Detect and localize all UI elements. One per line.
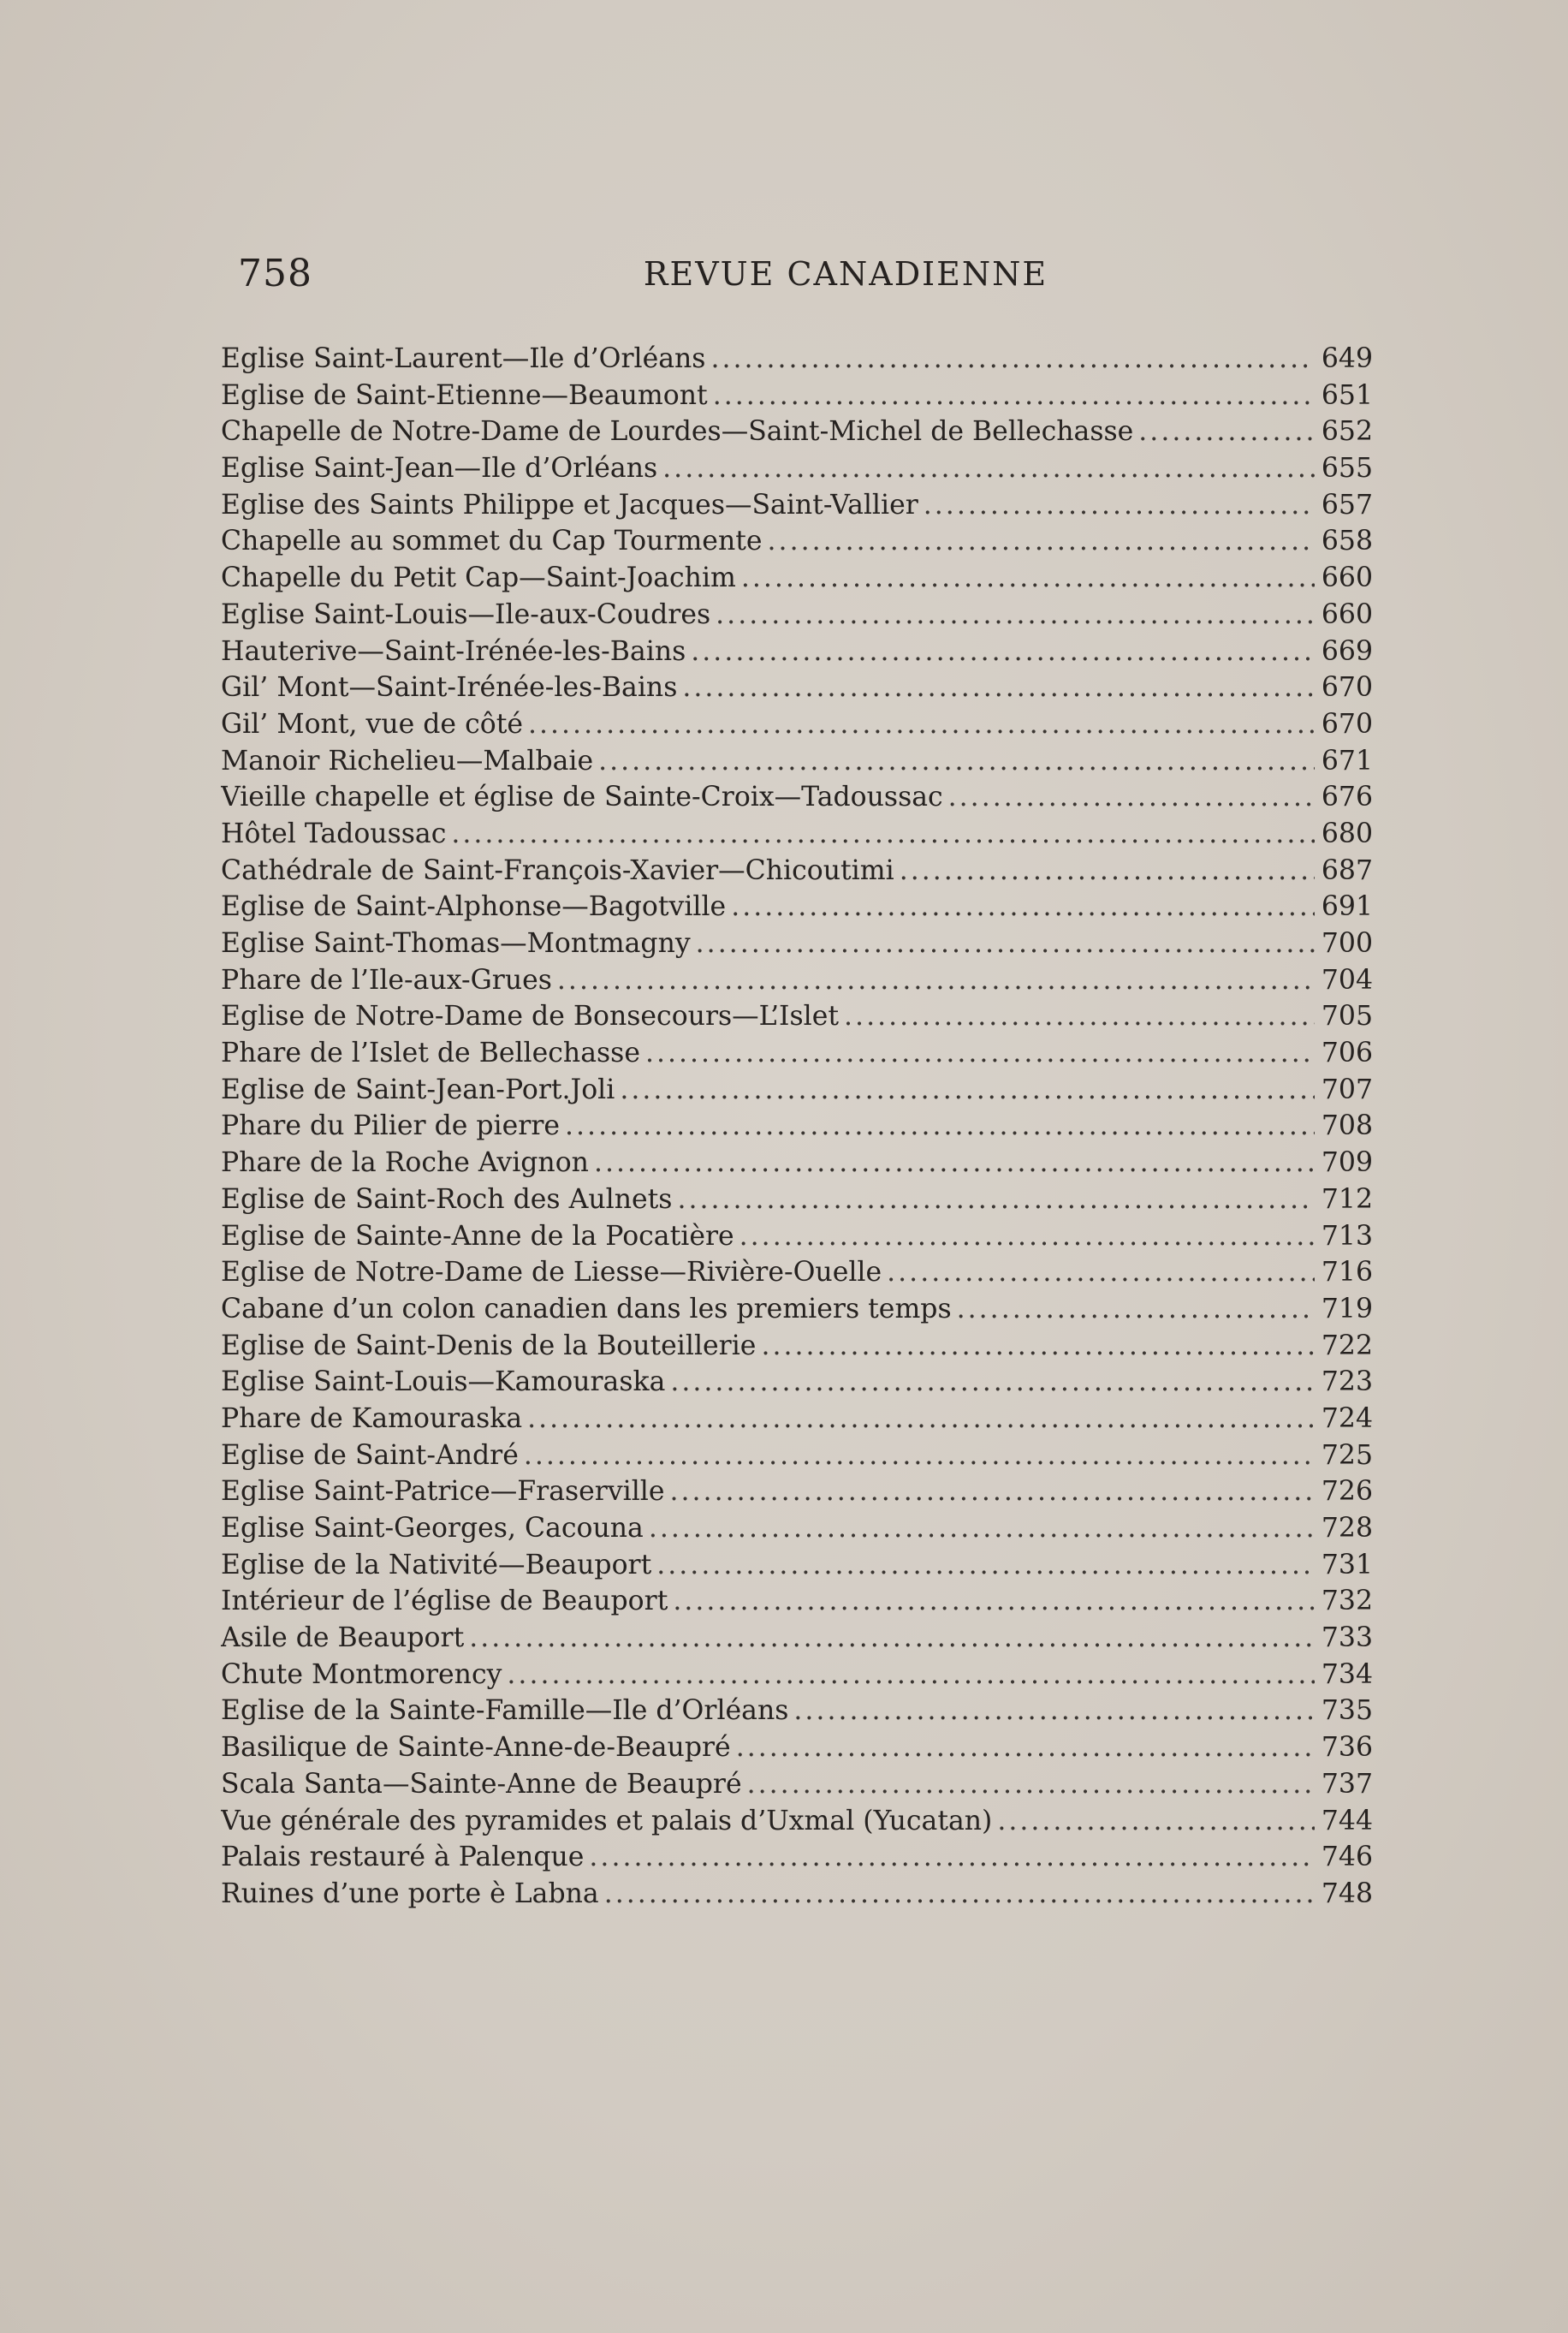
entry-page-number: 737	[1321, 1768, 1373, 1800]
list-item	[221, 487, 1373, 524]
list-item	[221, 1729, 1373, 1766]
list-item	[221, 1291, 1373, 1328]
entry-page-number: 719	[1321, 1293, 1373, 1324]
dot-leader	[713, 378, 1315, 414]
entry-title: Eglise de Notre-Dame de Liesse—Rivière-Ouelle	[221, 1257, 882, 1289]
entry-page-number: 733	[1321, 1622, 1373, 1654]
entry-page-number: 744	[1321, 1805, 1373, 1836]
entry-page-number: 725	[1321, 1439, 1373, 1471]
entry-page-number: 657	[1321, 489, 1373, 521]
dot-leader	[670, 1473, 1315, 1510]
entry-title: Hauterive—Saint-Irénée-les-Bains	[221, 635, 686, 667]
dot-leader	[565, 1108, 1315, 1145]
entry-title: Eglise de Sainte-Anne de la Pocatière	[221, 1220, 734, 1252]
entry-title: Phare de Kamouraska	[221, 1402, 523, 1434]
dot-leader	[844, 998, 1315, 1035]
list-item	[221, 450, 1373, 487]
list-item	[221, 1803, 1373, 1840]
entry-title: Eglise de Saint-Etienne—Beaumont	[221, 379, 708, 411]
entry-page-number: 709	[1321, 1147, 1373, 1179]
dot-leader	[710, 341, 1314, 378]
entry-page-number: 691	[1321, 891, 1373, 923]
list-item	[221, 962, 1373, 999]
dot-leader	[948, 779, 1315, 816]
list-item	[221, 1401, 1373, 1437]
list-item	[221, 1218, 1373, 1255]
list-item	[221, 1583, 1373, 1620]
entry-title: Ruines d’une porte è Labna	[221, 1878, 599, 1909]
entry-title: Gil’ Mont—Saint-Irénée-les-Bains	[221, 672, 678, 704]
dot-leader	[793, 1693, 1314, 1729]
entry-page-number: 712	[1321, 1183, 1373, 1215]
entry-page-number: 706	[1321, 1038, 1373, 1069]
entry-title: Phare de l’Ile-aux-Grues	[221, 964, 552, 996]
entry-page-number: 680	[1321, 818, 1373, 849]
entry-page-number: 704	[1321, 964, 1373, 996]
list-item	[221, 634, 1373, 670]
dot-leader	[528, 706, 1315, 743]
entry-page-number: 708	[1321, 1110, 1373, 1142]
dot-leader	[731, 889, 1315, 925]
dot-leader	[645, 1035, 1315, 1072]
running-title: REVUE CANADIENNE	[643, 255, 1048, 293]
dot-leader	[598, 743, 1315, 780]
list-item	[221, 706, 1373, 743]
entry-page-number: 649	[1321, 343, 1373, 374]
list-item	[221, 560, 1373, 597]
list-item	[221, 1766, 1373, 1803]
dot-leader	[696, 925, 1315, 962]
entry-title: Chapelle de Notre-Dame de Lourdes—Saint-Michel de Bellechasse	[221, 416, 1134, 448]
entry-title: Eglise de Saint-Denis de la Bouteillerie	[221, 1330, 757, 1361]
entry-page-number: 670	[1321, 708, 1373, 740]
list-item	[221, 743, 1373, 780]
list-item	[221, 597, 1373, 634]
dot-leader	[604, 1876, 1315, 1913]
entry-page-number: 707	[1321, 1074, 1373, 1105]
list-item	[221, 1145, 1373, 1181]
entry-page-number: 669	[1321, 635, 1373, 667]
list-item	[221, 1693, 1373, 1729]
list-item	[221, 1254, 1373, 1291]
entry-title: Gil’ Mont, vue de côté	[221, 708, 523, 740]
list-item	[221, 378, 1373, 414]
entry-title: Eglise de Saint-André	[221, 1439, 519, 1471]
dot-leader	[594, 1145, 1315, 1181]
page-number: 758	[238, 252, 312, 295]
entry-title: Asile de Beauport	[221, 1622, 465, 1654]
entry-page-number: 726	[1321, 1476, 1373, 1508]
list-item	[221, 1473, 1373, 1510]
dot-leader	[469, 1620, 1315, 1657]
entry-page-number: 716	[1321, 1257, 1373, 1289]
entry-title: Phare de la Roche Avignon	[221, 1147, 589, 1179]
dot-leader	[747, 1766, 1315, 1803]
list-item	[221, 1657, 1373, 1693]
list-item	[221, 1839, 1373, 1876]
dot-leader	[524, 1437, 1315, 1474]
list-item	[221, 1072, 1373, 1109]
entry-title: Cabane d’un colon canadien dans les premiers temps	[221, 1293, 952, 1324]
dot-leader	[682, 670, 1315, 706]
entry-title: Intérieur de l’église de Beauport	[221, 1586, 668, 1617]
dot-leader	[741, 560, 1315, 597]
dot-leader	[761, 1328, 1314, 1365]
list-item	[221, 1620, 1373, 1657]
entry-page-number: 736	[1321, 1732, 1373, 1764]
list-item	[221, 1181, 1373, 1218]
entry-page-number: 705	[1321, 1001, 1373, 1033]
entry-title: Eglise Saint-Thomas—Montmagny	[221, 928, 691, 959]
list-item	[221, 341, 1373, 378]
dot-leader	[997, 1803, 1315, 1840]
dot-leader	[557, 962, 1315, 999]
dot-leader	[691, 634, 1315, 670]
dot-leader	[673, 1583, 1315, 1620]
entry-page-number: 687	[1321, 854, 1373, 886]
entry-page-number: 651	[1321, 379, 1373, 411]
entry-title: Eglise de Saint-Jean-Port.Joli	[221, 1074, 615, 1105]
entry-page-number: 724	[1321, 1402, 1373, 1434]
entry-page-number: 671	[1321, 745, 1373, 777]
list-item	[221, 925, 1373, 962]
entry-title: Eglise des Saints Philippe et Jacques—Saint-Vallier	[221, 489, 918, 521]
list-item	[221, 1437, 1373, 1474]
entry-title: Hôtel Tadoussac	[221, 818, 447, 849]
dot-leader	[677, 1181, 1314, 1218]
entry-page-number: 700	[1321, 928, 1373, 959]
entry-title: Chute Montmorency	[221, 1658, 502, 1690]
entry-title: Eglise Saint-Louis—Kamouraska	[221, 1366, 666, 1398]
entry-title: Eglise Saint-Georges, Cacouna	[221, 1513, 644, 1544]
entry-title: Chapelle du Petit Cap—Saint-Joachim	[221, 562, 736, 594]
entry-page-number: 728	[1321, 1513, 1373, 1544]
entry-page-number: 731	[1321, 1549, 1373, 1580]
list-item	[221, 853, 1373, 890]
entry-title: Eglise de Saint-Alphonse—Bagotville	[221, 891, 727, 923]
dot-leader	[957, 1291, 1315, 1328]
entry-page-number: 748	[1321, 1878, 1373, 1909]
entry-page-number: 746	[1321, 1842, 1373, 1873]
entry-title: Chapelle au sommet du Cap Tourmente	[221, 526, 763, 557]
entry-title: Scala Santa—Sainte-Anne de Beaupré	[221, 1768, 742, 1800]
list-item	[221, 523, 1373, 560]
entry-page-number: 670	[1321, 672, 1373, 704]
entry-title: Manoir Richelieu—Malbaie	[221, 745, 594, 777]
illustrations-list	[221, 341, 1373, 1913]
entry-title: Basilique de Sainte-Anne-de-Beaupré	[221, 1732, 731, 1764]
dot-leader	[527, 1401, 1315, 1437]
dot-leader	[620, 1072, 1315, 1109]
list-item	[221, 1108, 1373, 1145]
dot-leader	[507, 1657, 1314, 1693]
list-item	[221, 1876, 1373, 1913]
list-item	[221, 1547, 1373, 1584]
entry-title: Eglise de la Sainte-Famille—Ile d’Orléans	[221, 1695, 789, 1727]
list-item	[221, 414, 1373, 450]
entry-title: Eglise Saint-Patrice—Fraserville	[221, 1476, 665, 1508]
list-item	[221, 1035, 1373, 1072]
dot-leader	[736, 1729, 1315, 1766]
dot-leader	[1138, 414, 1315, 450]
dot-leader	[656, 1547, 1315, 1584]
dot-leader	[589, 1839, 1314, 1876]
entry-title: Eglise Saint-Laurent—Ile d’Orléans	[221, 343, 706, 374]
dot-leader	[900, 853, 1315, 890]
entry-title: Eglise Saint-Jean—Ile d’Orléans	[221, 453, 658, 485]
entry-page-number: 660	[1321, 562, 1373, 594]
entry-title: Vieille chapelle et église de Sainte-Croix—Tadoussac	[221, 782, 943, 813]
list-item	[221, 779, 1373, 816]
dot-leader	[924, 487, 1315, 524]
entry-page-number: 722	[1321, 1330, 1373, 1361]
entry-page-number: 732	[1321, 1586, 1373, 1617]
entry-title: Eglise de Notre-Dame de Bonsecours—L’Islet	[221, 1001, 840, 1033]
dot-leader	[670, 1364, 1315, 1401]
entry-page-number: 735	[1321, 1695, 1373, 1727]
list-item	[221, 1328, 1373, 1365]
dot-leader	[662, 450, 1315, 487]
entry-title: Eglise de Saint-Roch des Aulnets	[221, 1183, 673, 1215]
entry-title: Vue générale des pyramides et palais d’Uxmal (Yucatan)	[221, 1805, 993, 1836]
entry-page-number: 660	[1321, 598, 1373, 630]
page-header	[238, 248, 1373, 300]
entry-page-number: 723	[1321, 1366, 1373, 1398]
entry-title: Phare de l’Islet de Bellechasse	[221, 1038, 640, 1069]
entry-page-number: 655	[1321, 453, 1373, 485]
entry-page-number: 676	[1321, 782, 1373, 813]
list-item	[221, 1364, 1373, 1401]
list-item	[221, 889, 1373, 925]
entry-page-number: 652	[1321, 416, 1373, 448]
entry-title: Eglise de la Nativité—Beauport	[221, 1549, 652, 1580]
entry-page-number: 734	[1321, 1658, 1373, 1690]
entry-title: Phare du Pilier de pierre	[221, 1110, 561, 1142]
dot-leader	[768, 523, 1315, 560]
dot-leader	[451, 816, 1315, 853]
list-item	[221, 1510, 1373, 1547]
entry-title: Eglise Saint-Louis—Ile-aux-Coudres	[221, 598, 711, 630]
dot-leader	[887, 1254, 1315, 1291]
dot-leader	[649, 1510, 1315, 1547]
dot-leader	[739, 1218, 1315, 1255]
list-item	[221, 998, 1373, 1035]
entry-title: Palais restauré à Palenque	[221, 1842, 585, 1873]
entry-page-number: 658	[1321, 526, 1373, 557]
entry-title: Cathédrale de Saint-François-Xavier—Chicoutimi	[221, 854, 894, 886]
entry-page-number: 713	[1321, 1220, 1373, 1252]
dot-leader	[716, 597, 1315, 634]
list-item	[221, 816, 1373, 853]
list-item	[221, 670, 1373, 706]
